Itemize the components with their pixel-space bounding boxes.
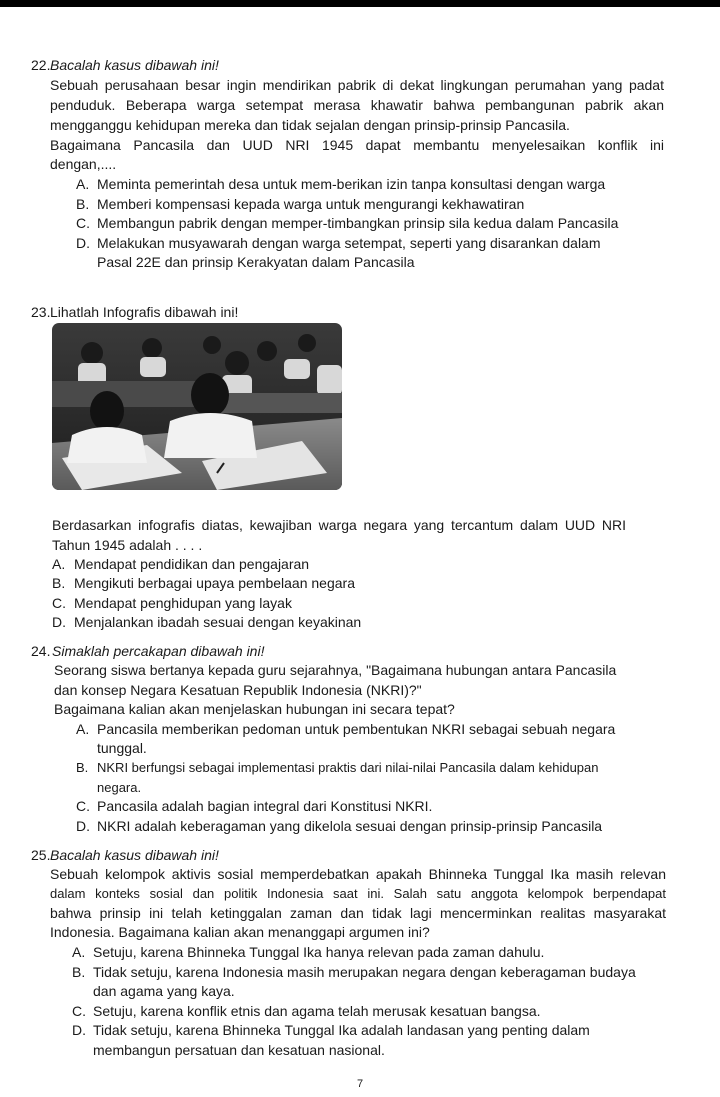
question-instruction: Simaklah percakapan dibawah ini!	[52, 643, 265, 659]
option-letter: D.	[76, 818, 90, 834]
case-text-line: Seorang siswa bertanya kepada guru sejarahnya, "Bagaimana hubungan antara Pancasila	[54, 662, 617, 678]
question-number: 24.	[31, 643, 51, 659]
option-text: Menjalankan ibadah sesuai dengan keyakinan	[74, 614, 362, 630]
option-letter: A.	[52, 556, 66, 572]
option-text: NKRI adalah keberagaman yang dikelola sesuai dengan prinsip-prinsip Pancasila	[97, 818, 603, 834]
question-number: 22.	[31, 57, 51, 73]
question-text-line: Tahun 1945 adalah . . . .	[52, 537, 203, 553]
page-number: 7	[356, 1078, 364, 1090]
question-text-line: Bagaimana kalian akan menjelaskan hubungan ini secara tepat?	[54, 701, 455, 717]
option-letter: C.	[52, 595, 66, 611]
option-text: Mendapat penghidupan yang layak	[74, 595, 292, 611]
option-text: Pancasila memberikan pedoman untuk pembentukan NKRI sebagai sebuah negara	[97, 721, 616, 737]
option-letter: B.	[52, 575, 66, 591]
case-text-line: Sebuah perusahaan besar ingin mendirikan pabrik di dekat lingkungan perumahan yang padat	[50, 77, 664, 93]
option-text: Tidak setuju, karena Bhinneka Tunggal Ika adalah landasan yang penting dalam	[93, 1022, 590, 1038]
option-text: Pancasila adalah bagian integral dari Konstitusi NKRI.	[97, 798, 433, 814]
option-letter: C.	[76, 798, 90, 814]
option-letter: B.	[76, 196, 90, 212]
case-text-line: bahwa prinsip ini telah ketinggalan zaman dan tidak lagi mencerminkan realitas masyarakat	[50, 905, 666, 921]
option-letter: B.	[76, 760, 89, 775]
option-text: dan agama yang kaya.	[93, 983, 235, 999]
option-text: negara.	[97, 780, 142, 795]
option-text: tunggal.	[97, 740, 147, 756]
option-letter: B.	[72, 964, 86, 980]
case-text-line: dalam konteks sosial dan politik Indonesia saat ini. Salah satu anggota kelompok berpendapat	[50, 886, 666, 901]
question-instruction: Lihatlah Infografis dibawah ini!	[50, 304, 239, 320]
classroom-students-illustration	[52, 323, 342, 490]
question-instruction: Bacalah kasus dibawah ini!	[50, 847, 219, 863]
question-text-line: Berdasarkan infografis diatas, kewajiban warga negara yang tercantum dalam UUD NRI	[52, 517, 626, 533]
case-text-line: Sebuah kelompok aktivis sosial memperdebatkan apakah Bhinneka Tunggal Ika masih relevan	[50, 866, 666, 882]
question-text-line: dengan,....	[50, 156, 117, 172]
option-letter: A.	[72, 944, 86, 960]
option-letter: A.	[76, 721, 90, 737]
question-instruction: Bacalah kasus dibawah ini!	[50, 57, 219, 73]
option-text: Mendapat pendidikan dan pengajaran	[74, 556, 310, 572]
option-letter: C.	[72, 1003, 86, 1019]
option-text: Membangun pabrik dengan memper-timbangkan prinsip sila kedua dalam Pancasila	[97, 215, 619, 231]
option-text: Meminta pemerintah desa untuk mem-berikan izin tanpa konsultasi dengan warga	[97, 176, 606, 192]
option-text: Setuju, karena konflik etnis dan agama telah merusak kesatuan bangsa.	[93, 1003, 541, 1019]
option-text: Setuju, karena Bhinneka Tunggal Ika hanya relevan pada zaman dahulu.	[93, 944, 545, 960]
case-text-line: mengganggu kehidupan mereka dan tidak sejalan dengan prinsip-prinsip Pancasila.	[50, 117, 570, 133]
option-text: Memberi kompensasi kepada warga untuk mengurangi kekhawatiran	[97, 196, 525, 212]
option-letter: D.	[52, 614, 66, 630]
case-text-line: Indonesia. Bagaimana kalian akan menanggapi argumen ini?	[50, 924, 430, 940]
classroom-students-photo	[52, 323, 342, 490]
case-text-line: penduduk. Beberapa warga setempat merasa khawatir bahwa pembangunan pabrik akan	[50, 97, 664, 113]
option-letter: D.	[76, 235, 90, 251]
option-text: NKRI berfungsi sebagai implementasi praktis dari nilai-nilai Pancasila dalam kehidupan	[97, 760, 599, 775]
option-letter: D.	[72, 1022, 86, 1038]
question-number: 23.	[31, 304, 51, 320]
option-letter: A.	[76, 176, 90, 192]
question-number: 25.	[31, 847, 51, 863]
case-text-line: dan konsep Negara Kesatuan Republik Indonesia (NKRI)?"	[54, 682, 422, 698]
option-text: Mengikuti berbagai upaya pembelaan negara	[74, 575, 355, 591]
option-letter: C.	[76, 215, 90, 231]
question-text-line: Bagaimana Pancasila dan UUD NRI 1945 dapat membantu menyelesaikan konflik ini	[50, 137, 664, 153]
option-text: Tidak setuju, karena Indonesia masih merupakan negara dengan keberagaman budaya	[93, 964, 636, 980]
option-text: Melakukan musyawarah dengan warga setempat, seperti yang disarankan dalam	[97, 235, 601, 251]
option-text: membangun persatuan dan kesatuan nasional.	[93, 1042, 385, 1058]
option-text: Pasal 22E dan prinsip Kerakyatan dalam Pancasila	[97, 254, 415, 270]
